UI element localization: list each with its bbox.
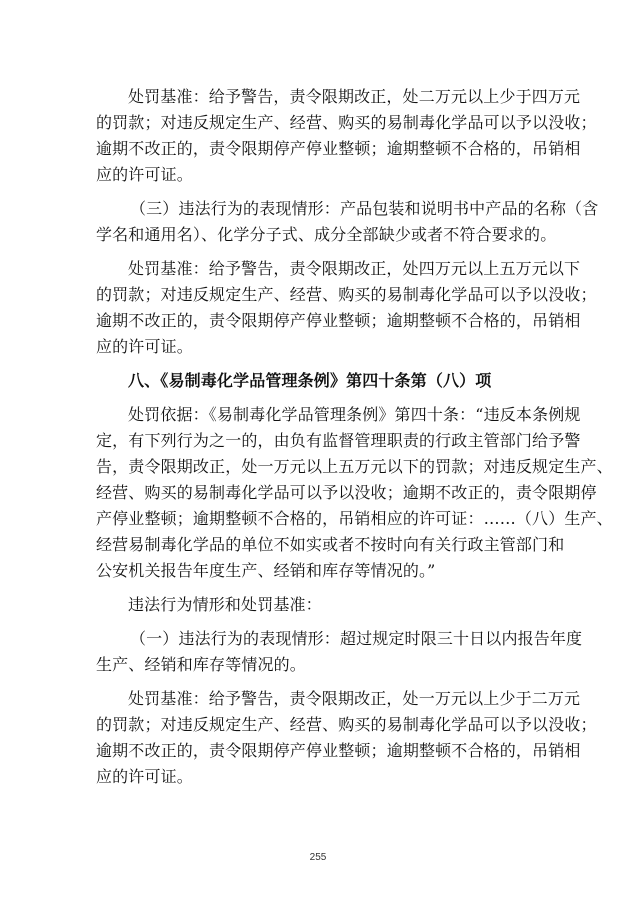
text-line: 学名和通用名）、化学分子式、成分全部缺少或者不符合要求的。 [96, 225, 557, 244]
text-line: 处罚基准：给予警告，责令限期改正，处一万元以上少于二万元 [128, 689, 581, 708]
paragraph-penalty-standard-1 [96, 686, 597, 790]
paragraph-violation-case-1 [96, 626, 583, 678]
text-line: 生产、经销和库存等情况的。 [96, 655, 306, 674]
text-line: 的罚款；对违反规定生产、经营、购买的易制毒化学品可以予以没收； [96, 285, 597, 304]
text-line: 处罚基准：给予警告，责令限期改正，处四万元以上五万元以下 [128, 259, 581, 278]
text-line: 应的许可证。 [96, 165, 193, 184]
text-line: 经营、购买的易制毒化学品可以予以没收；逾期不改正的，责令限期停 [96, 483, 597, 502]
paragraph-violation-case-3 [96, 196, 599, 248]
paragraph-penalty-standard-2 [96, 84, 597, 188]
text-line: （一）违法行为的表现情形：超过规定时限三十日以内报告年度 [130, 629, 583, 648]
text-line: 产停业整顿；逾期整顿不合格的，吊销相应的许可证：……（八）生产、 [96, 509, 613, 528]
section-heading [96, 368, 548, 394]
section-heading-text: 八、《易制毒化学品管理条例》第四十条第（八）项 [128, 371, 492, 390]
page-number: 255 [309, 852, 327, 863]
document-body [96, 84, 613, 790]
text-line: 逾期不改正的，责令限期停产停业整顿；逾期整顿不合格的，吊销相 [96, 741, 581, 760]
text-line: 的罚款；对违反规定生产、经营、购买的易制毒化学品可以予以没收； [96, 715, 597, 734]
text-line: 应的许可证。 [96, 337, 193, 356]
text-line: 处罚依据：《易制毒化学品管理条例》第四十条：“违反本条例规 [128, 405, 581, 424]
text-line: 逾期不改正的，责令限期停产停业整顿；逾期整顿不合格的，吊销相 [96, 311, 581, 330]
text-line: 告，责令限期改正，处一万元以上五万元以下的罚款；对违反规定生产、 [96, 457, 613, 476]
text-line: 公安机关报告年度生产、经销和库存等情况的。” [96, 561, 436, 580]
text-line: 的罚款；对违反规定生产、经营、购买的易制毒化学品可以予以没收； [96, 113, 597, 132]
text-line: 处罚基准：给予警告，责令限期改正，处二万元以上少于四万元 [128, 87, 581, 106]
text-line: 应的许可证。 [96, 767, 193, 786]
text-line: 逾期不改正的，责令限期停产停业整顿；逾期整顿不合格的，吊销相 [96, 139, 581, 158]
paragraph-legal-basis [96, 402, 613, 584]
paragraph-subheading [96, 592, 548, 618]
text-line: （三）违法行为的表现情形：产品包装和说明书中产品的名称（含 [130, 199, 599, 218]
text-line: 定，有下列行为之一的，由负有监督管理职责的行政主管部门给予警 [96, 431, 581, 450]
text-line: 经营易制毒化学品的单位不如实或者不按时向有关行政主管部门和 [96, 535, 565, 554]
paragraph-penalty-standard-3 [96, 256, 597, 360]
text-line: 违法行为情形和处罚基准： [128, 595, 322, 614]
